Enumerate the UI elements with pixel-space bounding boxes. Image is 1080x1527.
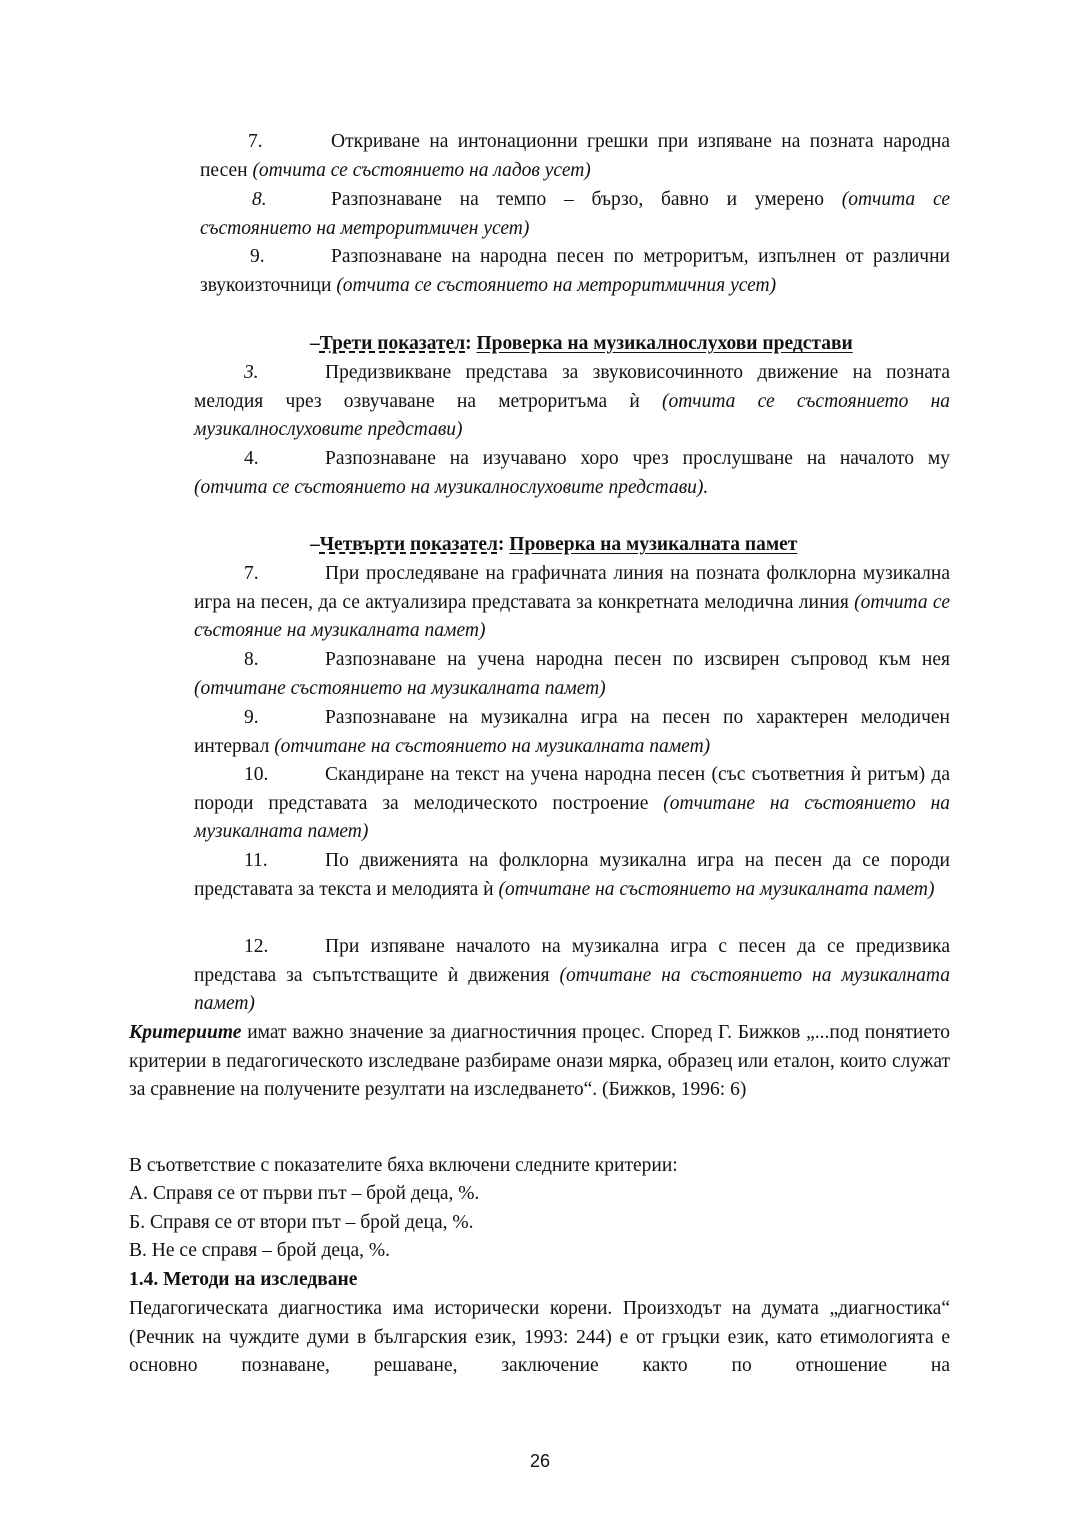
- section-heading: –Четвърти показател: Проверка на музикалната памет: [310, 534, 798, 555]
- criteria-item: Б. Справя се от втори път – брой деца, %.: [129, 1212, 474, 1233]
- item-text: Скандиране на текст на учена народна песен (със съответния ѝ ритъм) да породи представата за мелодическото построение: [194, 764, 950, 814]
- item-number: 10.: [244, 764, 269, 785]
- item-note: (отчитане на състоянието на музикалната памет): [194, 792, 951, 843]
- criteria-text: имат важно значение за диагностичния процес. Според Г. Бижков „...под понятието критерии в педагогическото изследване разбираме онази мярка, образец или еталон, които служат за сравнение на получените резултати на изследването“. (Бижков, 1996: 6): [129, 1022, 950, 1101]
- criteria-term: Критериите: [129, 1022, 242, 1043]
- list-item: [194, 646, 950, 703]
- list-item: [194, 560, 950, 646]
- item-number: 7.: [244, 563, 259, 584]
- section-label: Четвърти показател: [319, 534, 498, 555]
- item-text: Откриване на интонационни грешки при изпяване на позната народна песен: [200, 131, 950, 181]
- criteria-item: В. Не се справя – брой деца, %.: [129, 1240, 390, 1261]
- item-text: По движенията на фолклорна музикална игра на песен да се породи представата за текста и мелодията ѝ: [194, 850, 950, 900]
- item-text: Разпознаване на учена народна песен по изсвирен съпровод към нея: [325, 649, 950, 670]
- list-item: [194, 445, 950, 502]
- section-heading: –Трети показател: Проверка на музикалнослухови представи: [310, 333, 853, 354]
- item-note: (отчита се състоянието на ладов усет): [252, 159, 591, 181]
- item-note: (отчита се състояние на музикалната памет): [194, 591, 950, 642]
- item-number: 9.: [244, 707, 259, 728]
- item-number: 7.: [248, 131, 263, 152]
- methods-paragraph: Педагогическата диагностика има исторически корени. Произходът на думата „диагностика“ (Речник на чуждите думи в българския език, 1993: 244) е от гръцки език, като етимологията е основно познаване, решаване, заключение както по отношение на: [129, 1298, 950, 1377]
- item-number: 9.: [250, 246, 265, 267]
- list-item: [194, 933, 950, 1019]
- item-text: При проследяване на графичната линия на позната фолклорна музикална игра на песен, да се актуализира представата за конкретната мелодична линия: [194, 563, 950, 613]
- criteria-paragraph: [129, 1019, 950, 1105]
- item-text: Разпознаване на музикална игра на песен по характерен мелодичен интервал: [194, 707, 950, 757]
- item-number: 8.: [244, 649, 259, 670]
- item-number: 3.: [244, 362, 259, 383]
- list-item: [200, 128, 950, 185]
- page-number: 26: [529, 1451, 551, 1471]
- list-item: [200, 186, 950, 243]
- item-number: 4.: [244, 448, 259, 469]
- criteria-intro: В съответствие с показателите бяха включени следните критерии:: [129, 1155, 678, 1176]
- item-text: Предизвикване представа за звуковисочинното движение на позната мелодия чрез озвучаване на метроритъма ѝ: [194, 362, 950, 412]
- item-note: (отчита се състоянието на метроритмичния усет): [336, 274, 777, 296]
- item-number: 11.: [244, 850, 268, 871]
- item-number: 12.: [244, 936, 269, 957]
- methods-heading: 1.4. Методи на изследване: [129, 1269, 358, 1290]
- section-title: Проверка на музикалнослухови представи: [476, 333, 853, 354]
- item-text: Разпознаване на народна песен по метроритъм, изпълнен от различни звукоизточници: [200, 246, 950, 296]
- item-note: (отчитане състоянието на музикалната памет): [194, 677, 606, 699]
- item-text: Разпознаване на изучавано хоро чрез прослушване на началото му: [325, 448, 950, 469]
- section-label: Трети показател: [319, 333, 466, 354]
- list-item: [194, 359, 950, 445]
- item-note: (отчита се състоянието на музикалнослуховите представи): [194, 390, 950, 441]
- list-item: [194, 847, 950, 904]
- list-item: [194, 761, 950, 847]
- item-note: (отчита се състоянието на музикалнослуховите представи).: [194, 476, 709, 498]
- item-note: (отчитане на състоянието на музикалната памет): [274, 735, 711, 757]
- item-text: При изпяване началото на музикална игра с песен да се предизвика представа за съпътстващите ѝ движения: [194, 936, 950, 986]
- item-note: (отчитане на състоянието на музикалната памет): [194, 964, 950, 1015]
- item-note: (отчитане на състоянието на музикалната памет): [498, 878, 935, 900]
- list-item: [194, 704, 950, 761]
- section-title: Проверка на музикалната памет: [509, 534, 798, 555]
- list-item: [200, 243, 950, 300]
- item-text: Разпознаване на темпо – бързо, бавно и умерено: [331, 189, 824, 210]
- item-note: (отчита се състоянието на метроритмичен усет): [200, 189, 950, 239]
- criteria-item: А. Справя се от първи път – брой деца, %.: [129, 1183, 480, 1204]
- item-number: 8.: [252, 189, 267, 210]
